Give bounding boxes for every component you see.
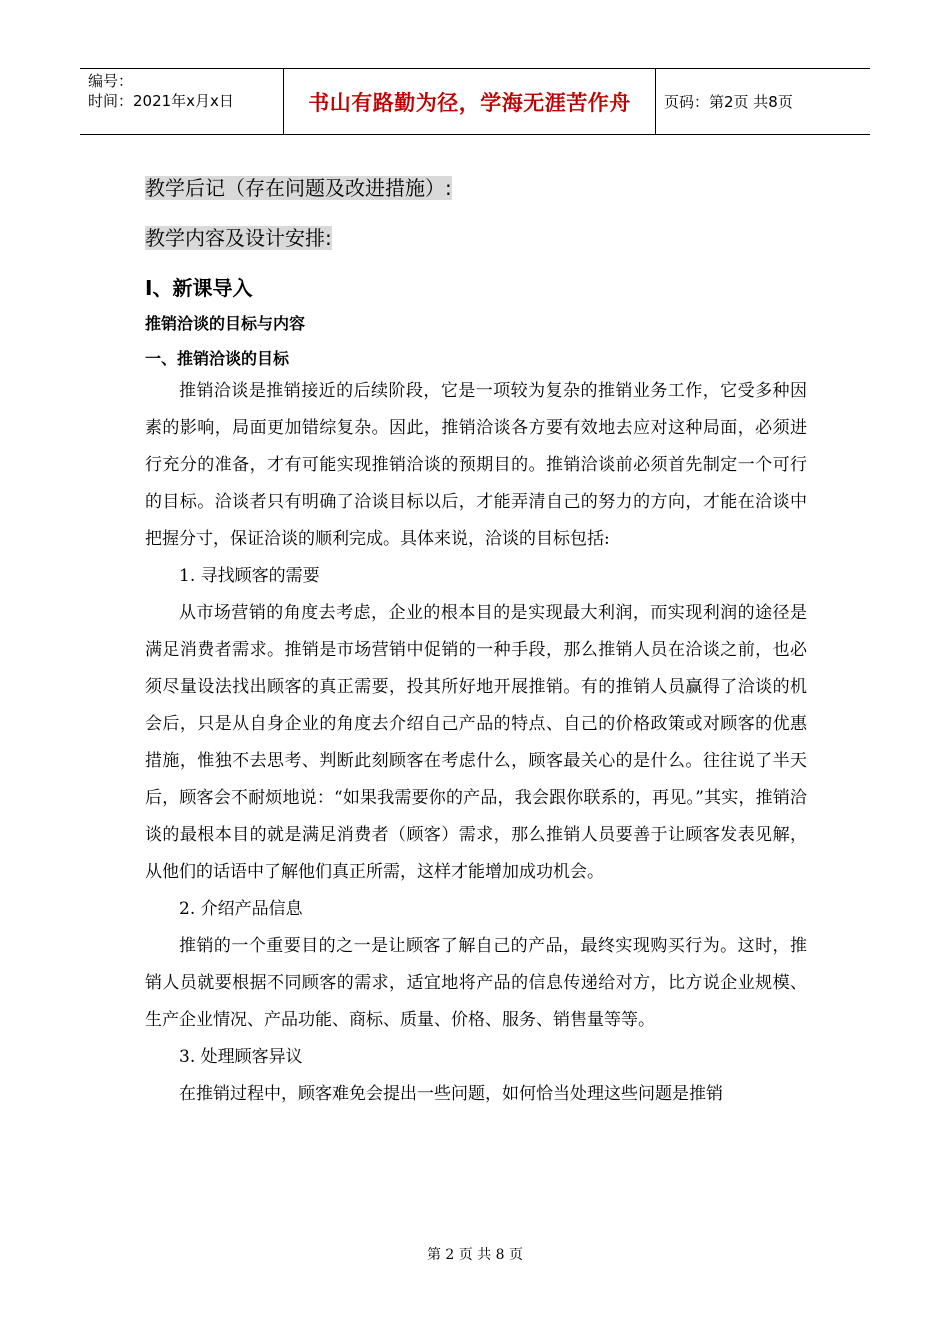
number-label: 编号： [88, 72, 134, 90]
reflection-heading [145, 172, 452, 201]
header-motto: 书山有路勤为径，学海无涯苦作舟 [284, 69, 656, 134]
list-item-1: 1. 寻找顾客的需要 [179, 566, 320, 586]
section1-heading: 一、推销洽谈的目标 [145, 349, 290, 368]
header-meta [80, 69, 284, 134]
list-item-3: 3. 处理顾客异议 [179, 1047, 303, 1067]
page-header [80, 68, 870, 135]
page-footer: 第 2 页 共 8 页 [426, 1247, 524, 1263]
content-design-heading [145, 222, 332, 251]
paragraph-4: 在推销过程中，顾客难免会提出一些问题，如何恰当处理这些问题是推销 [179, 1084, 723, 1104]
list-item-2: 2. 介绍产品信息 [179, 899, 303, 919]
body-content [145, 373, 807, 1113]
topic-heading: 推销洽谈的目标与内容 [145, 314, 306, 333]
reflection-heading-text: 教学后记（存在问题及改进措施）: [145, 176, 452, 200]
content-design-heading-text: 教学内容及设计安排: [145, 226, 332, 250]
header-page-label: 页码：第2页 共8页 [664, 93, 793, 111]
lesson-intro-heading: Ⅰ、新课导入 [145, 276, 253, 300]
paragraph-1: 推销洽谈是推销接近的后续阶段，它是一项较为复杂的推销业务工作，它受多种因素的影响，局面更加错综复杂。因此，推销洽谈各方要有效地去应对这种局面，必须进行充分的准备，才有可能实现推销洽谈的预期目的。推销洽谈前必须首先制定一个可行的目标。洽谈者只有明确了洽谈目标以后，才能弄清自己的努力的方向，才能在洽谈中把握分寸，保证洽谈的顺利完成。具体来说，洽谈的目标包括: [145, 381, 807, 549]
date-label: 时间：2021年x月x日 [88, 92, 234, 110]
paragraph-3: 推销的一个重要目的之一是让顾客了解自己的产品，最终实现购买行为。这时，推销人员就要根据不同顾客的需求，适宜地将产品的信息传递给对方，比方说企业规模、生产企业情况、产品功能、商标、质量、价格、服务、销售量等等。 [145, 936, 807, 1030]
paragraph-2: 从市场营销的角度去考虑，企业的根本目的是实现最大利润，而实现利润的途径是满足消费者需求。推销是市场营销中促销的一种手段，那么推销人员在洽谈之前，也必须尽量设法找出顾客的真正需要，投其所好地开展推销。有的推销人员赢得了洽谈的机会后，只是从自身企业的角度去介绍自己产品的特点、自己的价格政策或对顾客的优惠措施，惟独不去思考、判断此刻顾客在考虑什么，顾客最关心的是什么。往往说了半天后，顾客会不耐烦地说：“如果我需要你的产品，我会跟你联系的，再见。”其实，推销洽谈的最根本目的就是满足消费者（顾客）需求，那么推销人员要善于让顾客发表见解，从他们的话语中了解他们真正所需，这样才能增加成功机会。 [145, 603, 807, 882]
